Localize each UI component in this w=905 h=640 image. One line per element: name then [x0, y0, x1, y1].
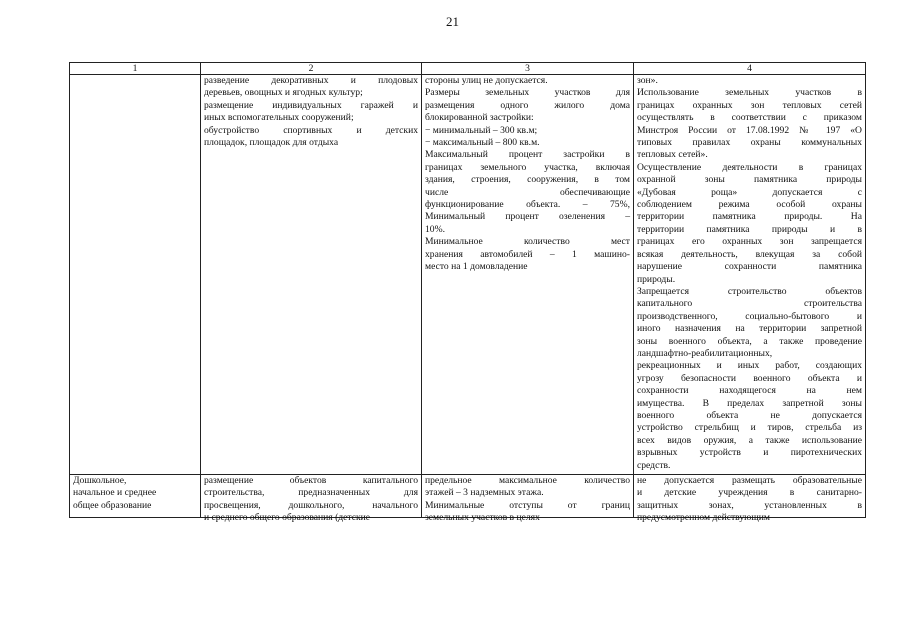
text-line: функционирование объекта. – 75%, — [425, 199, 630, 211]
text-line: военного объекта не допускается — [637, 409, 862, 421]
text-line: общее образование — [73, 499, 152, 511]
text-line: 10%. — [425, 223, 445, 235]
text-line: типовых правилах охраны коммунальных — [637, 137, 862, 149]
cell-parameters — [422, 475, 634, 524]
text-line: строительства, предназначенных для — [204, 487, 418, 499]
text-line: охранной зоны памятника природы — [637, 174, 862, 186]
column-header: 1 — [70, 63, 201, 75]
text-line: границах его охранных зон запрещается — [637, 236, 862, 248]
text-line: Максимальный процент застройки в — [425, 149, 630, 161]
text-line: территории памятника природы и в — [637, 223, 862, 235]
text-line: размещение индивидуальных гаражей и — [204, 99, 418, 111]
text-line: иных вспомогательных сооружений; — [204, 112, 354, 124]
table-header-row — [70, 63, 866, 75]
cell-permitted-use — [201, 75, 422, 475]
text-line: производственного, социально-бытового и — [637, 310, 862, 322]
text-line: хранения автомобилей – 1 машино- — [425, 248, 630, 260]
text-line: размещения одного жилого дома — [425, 99, 630, 111]
text-line: земельных участков в целях — [425, 512, 540, 524]
text-line: зоны военного объекта, а также проведение — [637, 335, 862, 347]
text-line: размещение объектов капитального — [204, 475, 418, 486]
text-line: Использование земельных участков в — [637, 87, 862, 99]
cell-zone-name — [70, 75, 201, 475]
text-line: капитального строительства — [637, 298, 862, 310]
text-line: просвещения, дошкольного, начального — [204, 499, 418, 511]
text-line: Минстроя России от 17.08.1992 № 197 «О — [637, 124, 862, 136]
text-line: имущества. В пределах запретной зоны — [637, 397, 862, 409]
text-line: Осуществление деятельности в границах — [637, 161, 862, 173]
column-header: 4 — [634, 63, 866, 75]
text-line: обустройство спортивных и детских — [204, 124, 418, 136]
text-line: Дошкольное, — [73, 475, 127, 486]
cell-restrictions — [634, 475, 866, 524]
table-row — [70, 75, 866, 475]
text-line: всех видов оружия, а также использование — [637, 434, 862, 446]
text-line: предусмотренном действующим — [637, 512, 770, 524]
text-line: «Дубовая роща» допускается с — [637, 186, 862, 198]
text-line: территории памятника природы. На — [637, 211, 862, 223]
text-line: всякая деятельность, влекущая за собой — [637, 248, 862, 260]
text-line: природы. — [637, 273, 676, 285]
table-row — [70, 475, 866, 518]
text-line: − минимальный – 300 кв.м; — [425, 124, 538, 136]
text-line: Минимальный процент озеленения – — [425, 211, 630, 223]
text-line: Минимальное количество мест — [425, 236, 630, 248]
text-line: защитных зонах, установленных в — [637, 499, 862, 511]
text-line: блокированной застройки: — [425, 112, 534, 124]
text-line: ландшафтно-реабилитационных, — [637, 347, 773, 359]
text-line: нарушение сохранности памятника — [637, 261, 862, 273]
page-number: 21 — [446, 14, 459, 29]
text-line: угрозу безопасности военного объекта и — [637, 372, 862, 384]
text-line: сохранности находящегося на нем — [637, 385, 862, 397]
text-line: взрывных устройств и пиротехнических — [637, 447, 862, 459]
text-line: границах охранных зон тепловых сетей — [637, 99, 862, 111]
text-line: место на 1 домовладение — [425, 261, 528, 273]
cell-permitted-use — [201, 475, 422, 524]
text-line: этажей – 3 надземных этажа. — [425, 487, 544, 499]
column-header: 3 — [422, 63, 634, 75]
text-line: и детские учреждения в санитарно- — [637, 487, 862, 499]
text-line: числе обеспечивающие — [425, 186, 630, 198]
text-line: − максимальный – 800 кв.м. — [425, 137, 540, 149]
cell-parameters — [422, 75, 634, 475]
text-line: не допускается размещать образовательные — [637, 475, 862, 486]
text-line: начальное и среднее — [73, 487, 157, 499]
zoning-table — [69, 62, 866, 524]
text-line: Минимальные отступы от границ — [425, 499, 630, 511]
text-line: и среднего общего образования (детские — [204, 512, 371, 524]
text-line: иного назначения на территории запретной — [637, 323, 862, 335]
text-line: Запрещается строительство объектов — [637, 285, 862, 297]
text-line: предельное максимальное количество — [425, 475, 630, 486]
text-line: устройство стрельбищ и тиров, стрельба из — [637, 422, 862, 434]
text-line: стороны улиц не допускается. — [425, 75, 548, 86]
text-line: здания, строения, сооружения, в том — [425, 174, 630, 186]
cell-restrictions — [634, 75, 866, 475]
cell-zone-name — [70, 475, 201, 518]
text-line: границах земельного участка, включая — [425, 161, 630, 173]
text-line: зон». — [637, 75, 658, 86]
text-line: тепловых сетей». — [637, 149, 708, 161]
text-line: Размеры земельных участков для — [425, 87, 630, 99]
text-line: средств. — [637, 459, 671, 471]
text-line: соблюдением режима особой охраны — [637, 199, 862, 211]
column-header: 2 — [201, 63, 422, 75]
text-line: площадок, площадок для отдыха — [204, 137, 339, 149]
text-line: рекреационных и иных работ, создающих — [637, 360, 862, 372]
text-line: разведение декоративных и плодовых — [204, 75, 418, 86]
text-line: осуществлять в соответствии с приказом — [637, 112, 862, 124]
text-line: деревьев, овощных и ягодных культур; — [204, 87, 363, 99]
